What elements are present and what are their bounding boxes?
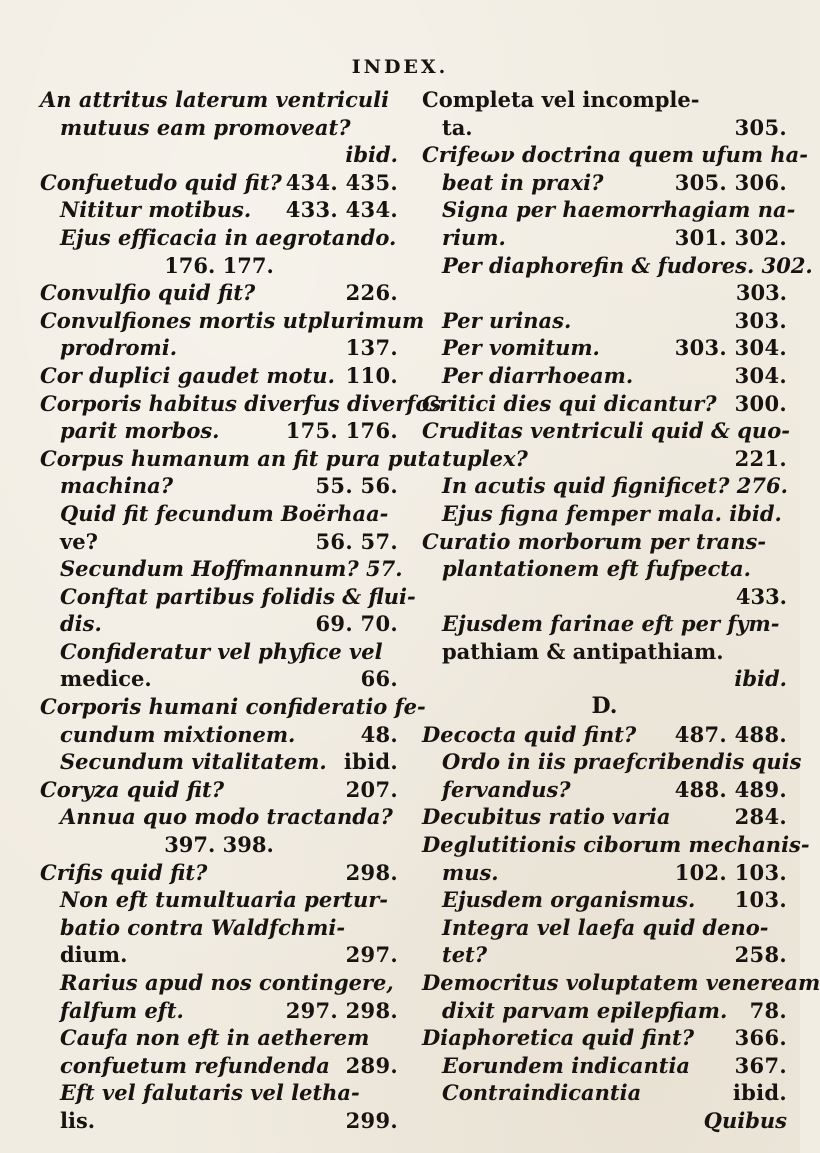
index-line: Ejusdem farinae eft per fym-	[442, 611, 780, 637]
index-entry-text: Decocta quid fint?	[422, 721, 637, 747]
index-line	[422, 803, 787, 831]
index-entry-text: beat in praxi?	[442, 169, 604, 195]
index-line	[40, 279, 398, 307]
index-entry-text: mus.	[442, 859, 499, 885]
page-ref: 488. 489.	[674, 776, 787, 802]
index-line	[40, 748, 398, 776]
page-ref: 226.	[345, 280, 398, 306]
index-entry-text: rium.	[442, 224, 506, 250]
index-line: mutuus eam promoveat?	[60, 114, 351, 140]
index-line: Cruditas ventriculi quid & quo-	[422, 418, 790, 444]
index-entry-text: Cor duplici gaudet motu.	[40, 362, 335, 388]
index-line	[422, 390, 787, 418]
index-line	[40, 859, 398, 887]
index-line: Secundum Hoffmannum? 57.	[60, 556, 403, 582]
index-entry-text: Per urinas.	[442, 307, 572, 333]
index-entry-text: medice.	[60, 666, 152, 692]
index-line	[422, 859, 787, 887]
index-line	[40, 334, 398, 362]
index-line: Eft vel falutaris vel letha-	[60, 1080, 360, 1106]
index-line: Signa per haemorrhagiam na-	[442, 197, 796, 223]
page-ref: 110.	[345, 362, 398, 388]
page-ref: 301. 302.	[674, 224, 787, 250]
page-ref: 102. 103.	[674, 859, 787, 885]
index-line: plantationem eft fufpecta.	[442, 556, 751, 582]
index-line	[422, 1052, 787, 1080]
index-line: Per diaphorefin & fudores. 302.	[442, 252, 813, 278]
index-line: Ejus figna femper mala. ibid.	[442, 500, 782, 526]
page-ref: 137.	[345, 335, 398, 361]
index-entry-text: machina?	[60, 473, 174, 499]
index-entry-text: Critici dies qui dicantur?	[422, 390, 717, 416]
page-ref: 367.	[734, 1052, 787, 1078]
index-entry-text: Confuetudo quid fit?	[40, 169, 282, 195]
page-ref: 305.	[734, 114, 787, 140]
index-line: Corporis habitus diverfus diverfos	[40, 390, 442, 416]
index-line	[422, 886, 787, 914]
index-line: Conftat partibus folidis & flui-	[60, 583, 416, 609]
index-line	[422, 721, 787, 749]
page-ref: 300.	[734, 390, 787, 416]
index-entry-text: ve?	[60, 528, 98, 554]
index-line: 303.	[735, 280, 787, 306]
index-line: 176. 177.	[164, 252, 274, 278]
index-entry-text: Decubitus ratio varia	[422, 804, 671, 830]
page-ref: 433. 434.	[285, 197, 398, 223]
index-entry-text: fervandus?	[442, 776, 571, 802]
index-line	[422, 941, 787, 969]
index-line: batio contra Waldfchmi-	[60, 914, 346, 940]
index-line	[40, 997, 398, 1025]
index-line	[422, 362, 787, 390]
index-line	[422, 445, 787, 473]
page-ref: 289.	[345, 1052, 398, 1078]
index-column-right	[422, 86, 820, 1135]
index-entry-text: ta.	[442, 114, 473, 140]
index-line	[422, 224, 787, 252]
page-ref: 303. 304.	[674, 335, 787, 361]
index-line	[40, 417, 398, 445]
index-line	[422, 114, 787, 142]
index-line	[40, 776, 398, 804]
index-entry-text: confuetum refundenda	[60, 1052, 330, 1078]
page-ref: 78.	[749, 997, 787, 1023]
index-entry-text: parit morbos.	[60, 418, 220, 444]
index-line: Ejus efficacia in aegrotando.	[60, 224, 397, 250]
index-line	[40, 528, 398, 556]
index-line: Non eft tumultuaria pertur-	[60, 887, 389, 913]
page-ref: 207.	[345, 776, 398, 802]
page-ref: 305. 306.	[674, 169, 787, 195]
page-ref: ibid.	[343, 749, 398, 775]
index-line: Completa vel incomple-	[422, 87, 700, 112]
index-line: ibid.	[734, 666, 787, 692]
index-entry-text: Contraindicantia	[442, 1080, 642, 1106]
page-ref: 297. 298.	[285, 997, 398, 1023]
index-entry-text: tuplex?	[442, 445, 528, 471]
page-ref: 175. 176.	[285, 418, 398, 444]
index-line: 433.	[735, 583, 787, 609]
page-ref: 298.	[345, 859, 398, 885]
index-line	[40, 610, 398, 638]
page-ref: 103.	[734, 887, 787, 913]
page-ref: 284.	[734, 804, 787, 830]
index-line	[422, 776, 787, 804]
index-entry-text: Diaphoretica quid fint?	[422, 1025, 695, 1051]
index-entry-text: Nititur motibus.	[60, 197, 252, 223]
page-ref: 56. 57.	[315, 528, 398, 554]
page-ref: 366.	[734, 1025, 787, 1051]
index-line	[422, 334, 787, 362]
index-line	[40, 941, 398, 969]
index-entry-text: Coryza quid fit?	[40, 776, 225, 802]
running-head: INDEX.	[351, 56, 449, 78]
index-entry-text: Secundum vitalitatem.	[60, 749, 327, 775]
index-line: Democritus voluptatem veneream	[422, 970, 820, 995]
page-ref: 434. 435.	[285, 169, 398, 195]
index-line: ibid.	[345, 142, 398, 168]
index-column-left	[40, 86, 442, 1135]
index-entry-text: falfum eft.	[60, 997, 184, 1023]
index-line	[422, 169, 787, 197]
index-line	[40, 665, 398, 693]
index-line: Corporis humani confideratio fe-	[40, 694, 426, 720]
index-line: D.	[591, 693, 618, 720]
index-line: Caufa non eft in aetherem	[60, 1025, 370, 1051]
page-ref: 66.	[360, 666, 398, 692]
index-line: Rarius apud nos contingere,	[60, 970, 394, 995]
index-line: Deglutitionis ciborum mechanis-	[422, 832, 810, 858]
index-line: pathiam & antipathiam.	[442, 638, 724, 664]
page-ref: 55. 56.	[315, 473, 398, 499]
page-ref: 487. 488.	[674, 721, 787, 747]
page-ref: 48.	[360, 721, 398, 747]
page-ref: 297.	[345, 942, 398, 968]
index-line	[40, 1052, 398, 1080]
index-line	[422, 997, 787, 1025]
index-entry-text: Ejusdem organismus.	[442, 887, 696, 913]
page-ref: 304.	[734, 362, 787, 388]
index-entry-text: dium.	[60, 942, 128, 968]
index-line: Integra vel laefa quid deno-	[442, 914, 769, 940]
page-ref: 299.	[345, 1107, 398, 1133]
index-line: Curatio morborum per trans-	[422, 528, 767, 554]
index-line: Crifeων doctrina quem ufum ha-	[422, 142, 808, 168]
index-entry-text: Per diarrhoeam.	[442, 362, 634, 388]
index-line: Confideratur vel phyfice vel	[60, 638, 383, 664]
index-line: Corpus humanum an fit pura puta	[40, 445, 441, 471]
index-line: Quid fit fecundum Boërhaa-	[60, 500, 389, 526]
index-line	[40, 169, 398, 197]
index-line	[422, 307, 787, 335]
index-line: An attritus laterum ventriculi	[40, 87, 390, 112]
page-ref: 258.	[734, 942, 787, 968]
index-entry-text: tet?	[442, 942, 488, 968]
index-line	[40, 472, 398, 500]
index-line: Annua quo modo tractanda?	[60, 804, 393, 830]
index-line: Quibus	[703, 1107, 787, 1133]
index-line	[40, 1107, 398, 1135]
index-entry-text: prodromi.	[60, 335, 178, 361]
page-ref: ibid.	[732, 1080, 787, 1106]
index-line	[422, 1024, 787, 1052]
index-line: 397. 398.	[164, 832, 274, 858]
index-entry-text: dis.	[60, 611, 102, 637]
page-ref: 221.	[734, 445, 787, 471]
index-line	[40, 196, 398, 224]
index-line	[40, 721, 398, 749]
index-entry-text: Convulfio quid fit?	[40, 280, 256, 306]
index-line	[40, 362, 398, 390]
index-entry-text: Per vomitum.	[442, 335, 600, 361]
index-entry-text: lis.	[60, 1107, 96, 1133]
index-entry-text: Crifis quid fit?	[40, 859, 208, 885]
index-entry-text: Eorundem indicantia	[442, 1052, 691, 1078]
index-entry-text: cundum mixtionem.	[60, 721, 296, 747]
page-ref: 69. 70.	[315, 611, 398, 637]
index-line: Convulfiones mortis utplurimum	[40, 307, 425, 333]
page-ref: 303.	[734, 307, 787, 333]
index-line	[422, 1079, 787, 1107]
index-line: In acutis quid fignificet? 276.	[442, 473, 788, 499]
index-entry-text: dixit parvam epilepfiam.	[442, 997, 728, 1023]
index-line: Ordo in iis praefcribendis quis	[442, 749, 802, 775]
